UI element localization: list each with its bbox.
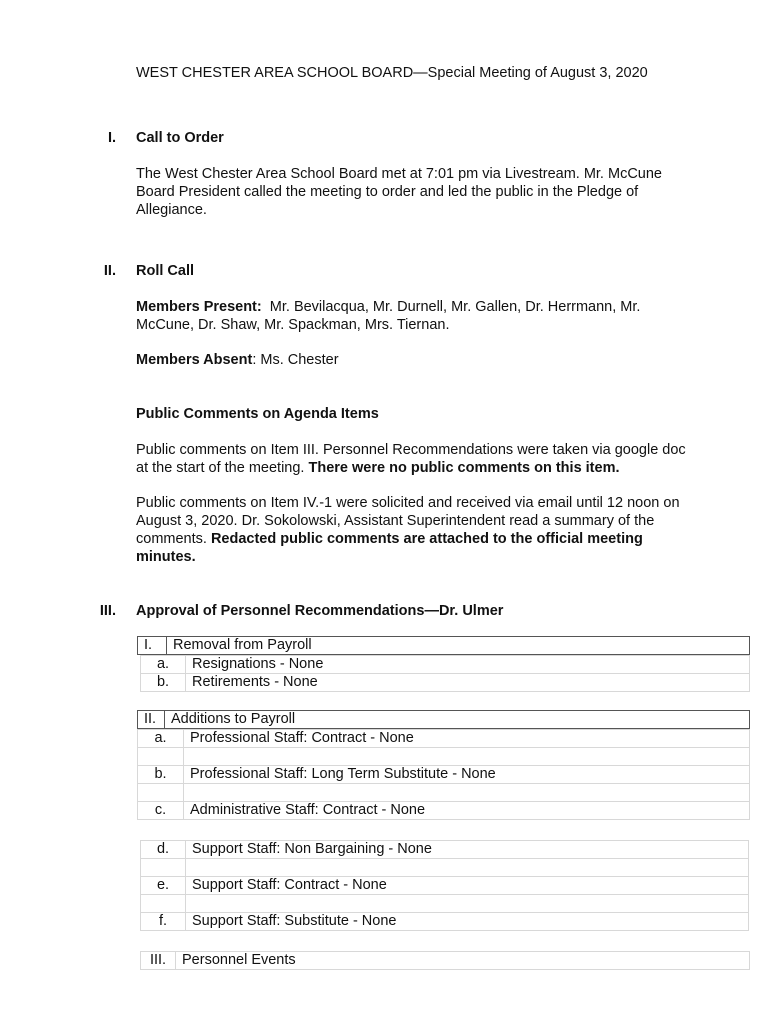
members-present-list: Mr. Bevilacqua, Mr. Durnell, Mr. Gallen, Dr. Herrmann, Mr. — [261, 299, 641, 315]
text-line: Allegiance. — [136, 202, 207, 218]
text-line-bold: Redacted public comments are attached to the official meeting — [210, 531, 643, 547]
section-title-call-to-order: Call to Order — [136, 130, 224, 146]
table-row — [138, 766, 750, 784]
section-number: II. — [103, 263, 116, 279]
item-letter: c. — [138, 802, 184, 820]
item-letter: e. — [141, 877, 186, 895]
table-row — [138, 802, 750, 820]
additions-title: Additions to Payroll — [171, 711, 296, 727]
additions-items-table — [137, 729, 750, 820]
item-letter: d. — [141, 841, 186, 859]
removal-header-table — [137, 636, 750, 655]
events-table — [140, 951, 750, 970]
public-comments-heading: Public Comments on Agenda Items — [136, 406, 379, 422]
section-number: III. — [99, 603, 116, 619]
text-line: August 3, 2020. Dr. Sokolowski, Assistant Superintendent read a summary of the — [136, 513, 655, 529]
table-row — [141, 913, 749, 931]
section-title-personnel: Approval of Personnel Recommendations—Dr. Ulmer — [136, 603, 504, 619]
members-present-list-cont: McCune, Dr. Shaw, Mr. Spackman, Mrs. Tiernan. — [136, 317, 450, 333]
table-row — [141, 877, 749, 895]
text-line: at the start of the meeting. — [136, 460, 309, 476]
section-number: I. — [107, 130, 116, 146]
members-present-label: Members Present: — [136, 299, 262, 315]
removal-number: I. — [138, 637, 167, 655]
text-line-bold: There were no public comments on this item. — [308, 460, 620, 476]
text-line: The West Chester Area School Board met at 7:01 pm via Livestream. Mr. McCune — [136, 166, 662, 182]
text-line: Board President called the meeting to order and led the public in the Pledge of — [136, 184, 639, 200]
text-line: Public comments on Item III. Personnel Recommendations were taken via google doc — [136, 442, 686, 458]
members-absent-list: : Ms. Chester — [252, 352, 339, 368]
spacer-row — [138, 748, 750, 766]
item-text: Support Staff: Substitute - None — [186, 913, 749, 931]
support-items-table — [140, 840, 749, 931]
item-letter: f. — [141, 913, 186, 931]
item-text: Professional Staff: Contract - None — [184, 730, 750, 748]
item-text: Support Staff: Contract - None — [186, 877, 749, 895]
spacer-row — [141, 859, 749, 877]
item-letter: b. — [138, 766, 184, 784]
item-text: Administrative Staff: Contract - None — [184, 802, 750, 820]
item-text: Retirements - None — [186, 674, 750, 692]
text-line-bold: minutes. — [136, 549, 196, 565]
public-comments-paragraph-1 — [136, 441, 726, 477]
document-header: WEST CHESTER AREA SCHOOL BOARD—Special Meeting of August 3, 2020 — [136, 65, 648, 81]
table-row — [141, 952, 750, 970]
text-line: Public comments on Item IV.-1 were solicited and received via email until 12 noon on — [136, 495, 680, 511]
text-line: comments. — [136, 531, 211, 547]
item-text: Resignations - None — [186, 656, 750, 674]
events-number: III. — [141, 952, 176, 970]
item-text: Professional Staff: Long Term Substitute - None — [184, 766, 750, 784]
spacer-row — [138, 784, 750, 802]
removal-items-table — [140, 655, 750, 692]
item-letter: a. — [138, 730, 184, 748]
members-absent — [136, 351, 726, 369]
events-title: Personnel Events — [176, 952, 750, 970]
public-comments-paragraph-2 — [136, 494, 726, 566]
table-row — [141, 656, 750, 674]
section-title-roll-call: Roll Call — [136, 263, 195, 279]
table-row — [138, 730, 750, 748]
item-letter: a. — [141, 656, 186, 674]
additions-number: II. — [138, 711, 165, 729]
table-row — [141, 841, 749, 859]
item-letter: b. — [141, 674, 186, 692]
members-present — [136, 298, 726, 334]
spacer-row — [141, 895, 749, 913]
members-absent-label: Members Absent — [136, 352, 253, 368]
removal-title: Removal from Payroll — [173, 637, 312, 653]
table-row — [141, 674, 750, 692]
call-to-order-paragraph — [136, 165, 726, 219]
item-text: Support Staff: Non Bargaining - None — [186, 841, 749, 859]
additions-header-table — [137, 710, 750, 729]
